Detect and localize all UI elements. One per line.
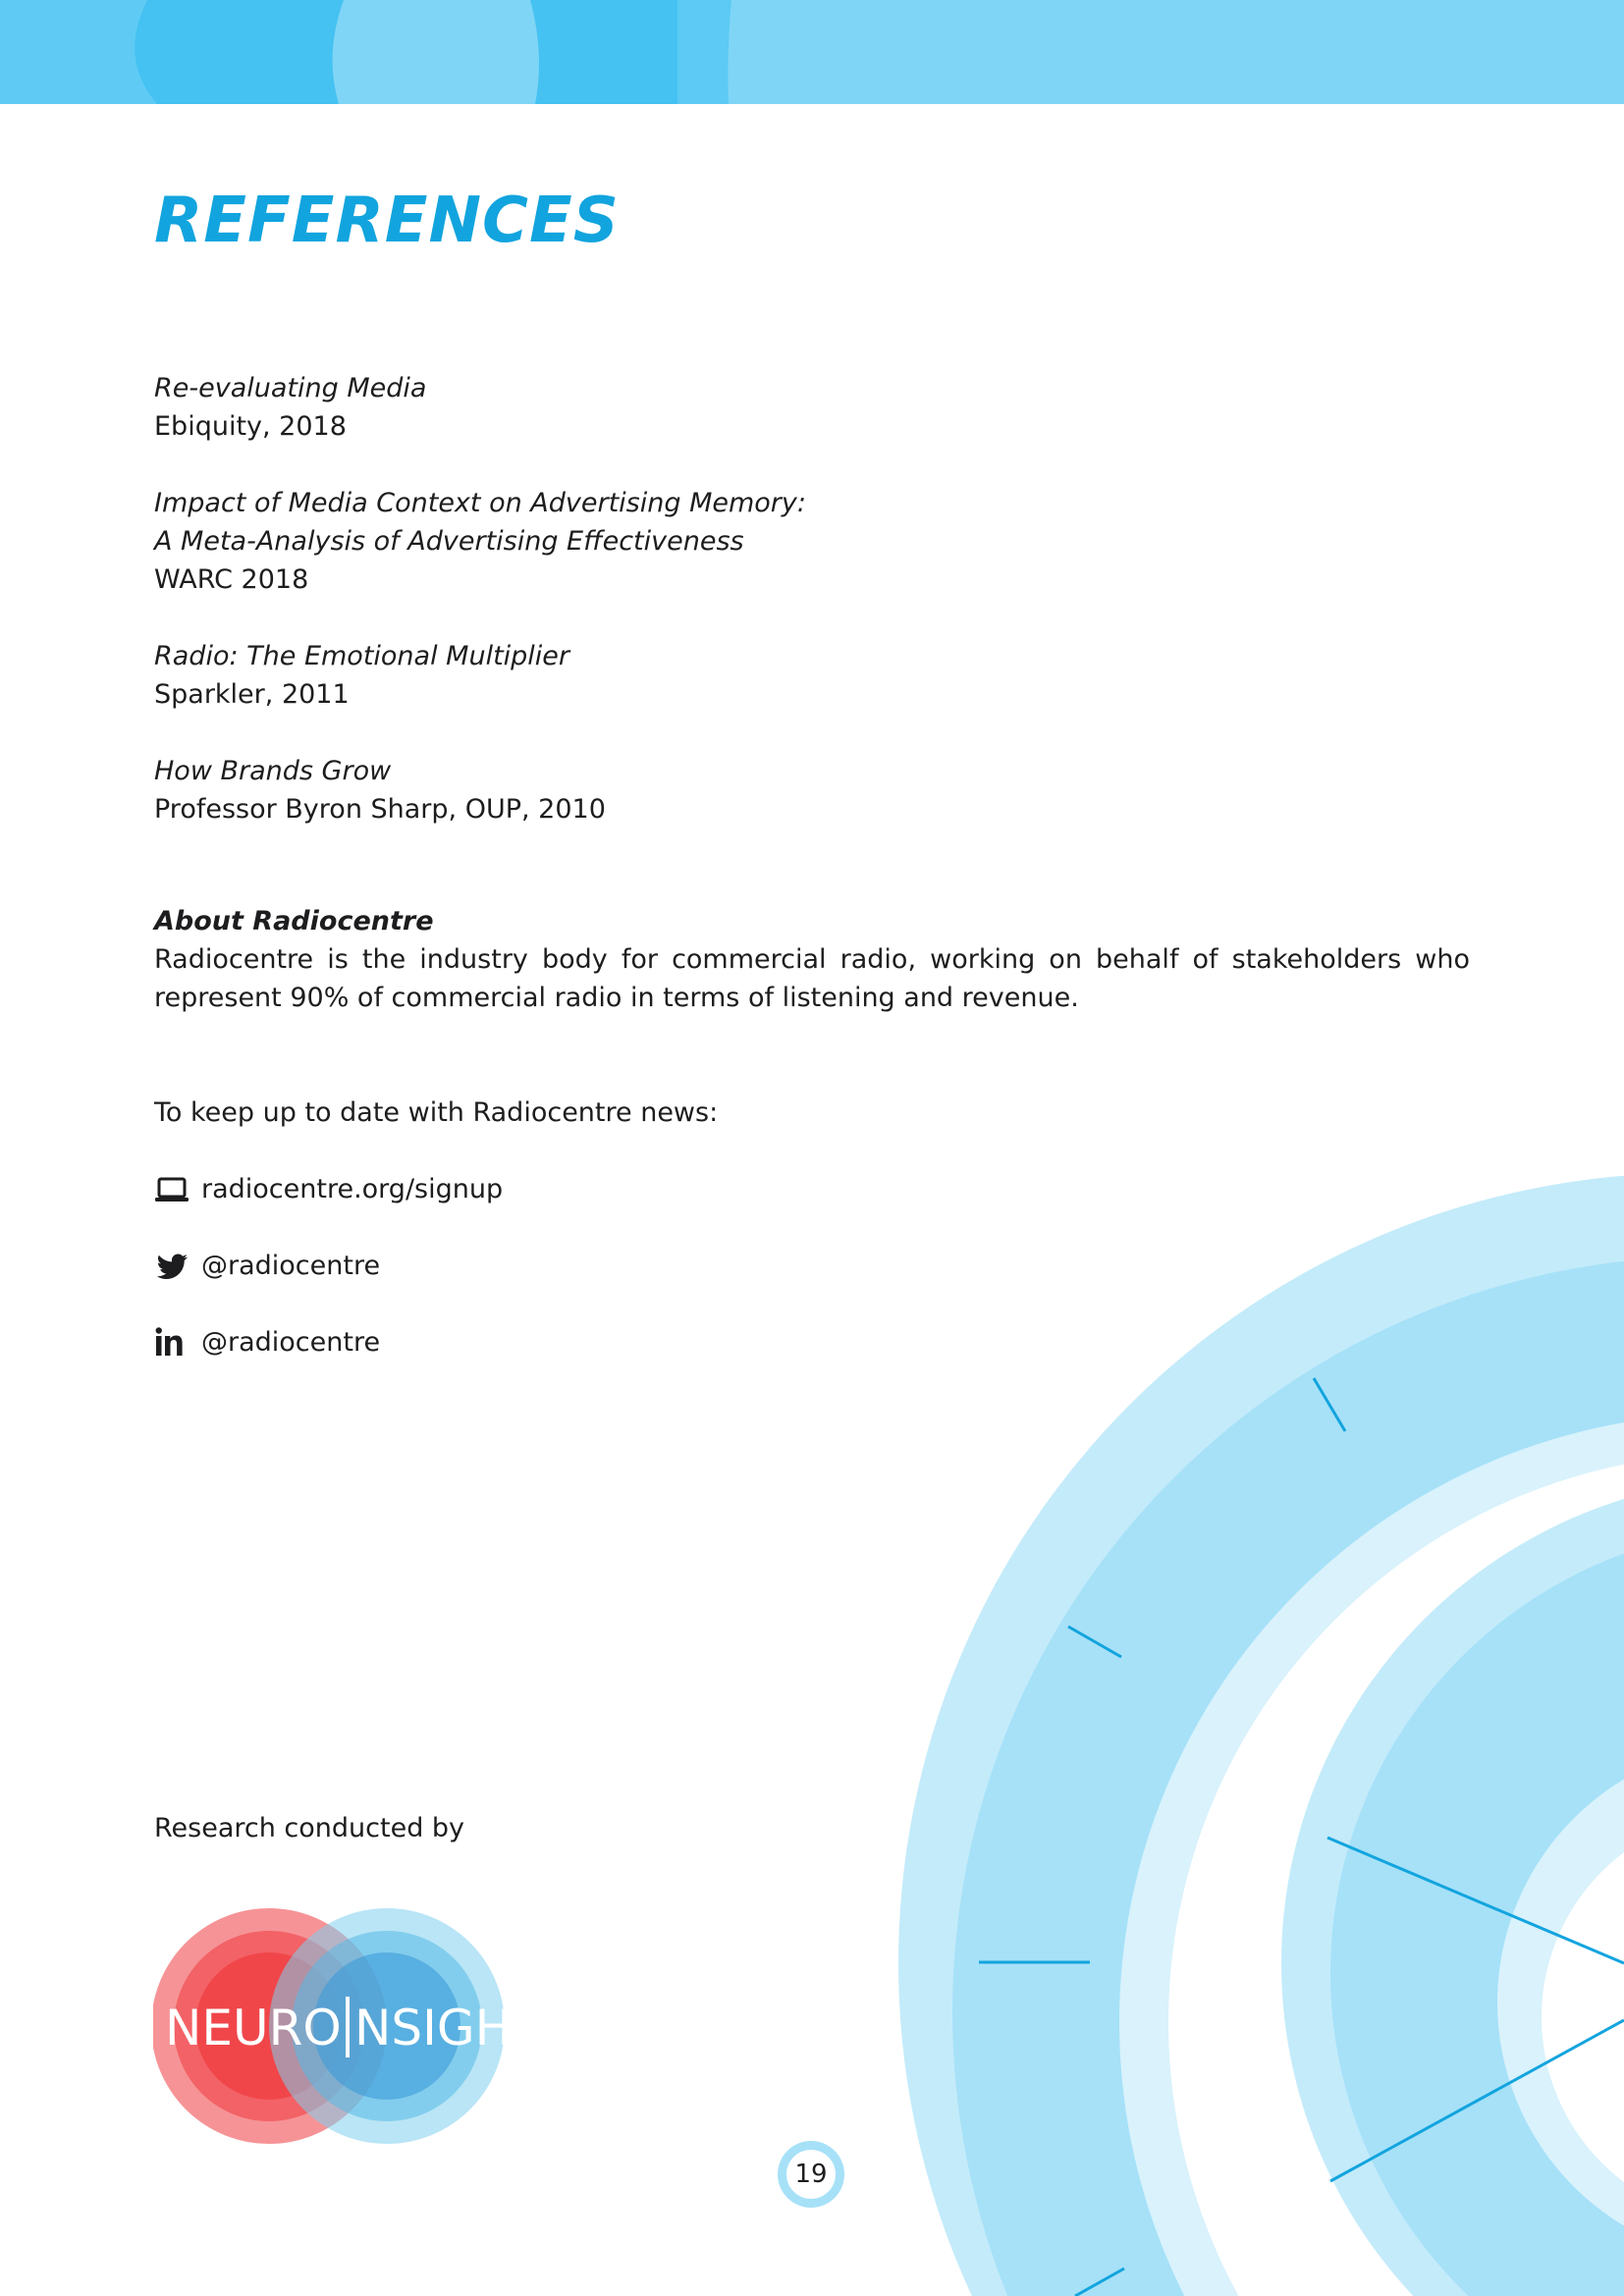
about-section [154,902,1470,1017]
contact-website-text[interactable]: radiocentre.org/signup [201,1174,504,1204]
twitter-icon [154,1249,189,1284]
linkedin-icon [154,1325,189,1361]
about-text: Radiocentre is the industry body for commercial radio, working on behalf of stakeholders who represent 90% of commercial radio in terms of listening and revenue. [154,944,1470,1013]
newsletter-intro: To keep up to date with Radiocentre news: [154,1097,719,1128]
page-title: REFERENCES [154,185,620,257]
reference-title: Re-evaluating Media [154,373,427,403]
reference-title: How Brands Grow [154,756,392,786]
page-number: 19 [786,2150,836,2199]
reference-source: Ebiquity, 2018 [154,411,347,442]
reference-item [154,637,1136,714]
reference-source: WARC 2018 [154,564,309,595]
research-label: Research conducted by [154,1813,465,1843]
laptop-icon [154,1172,189,1207]
reference-title: Radio: The Emotional Multiplier [154,641,570,671]
logo-text-right: NSIGHT [354,2000,542,2056]
contact-twitter[interactable] [154,1247,380,1285]
logo-text-left: NEURO [165,2000,342,2056]
contact-linkedin[interactable] [154,1323,380,1362]
contact-website[interactable] [154,1170,503,1208]
reference-source: Professor Byron Sharp, OUP, 2010 [154,794,606,825]
about-heading: About Radiocentre [154,906,434,936]
contact-twitter-text[interactable]: @radiocentre [201,1251,381,1281]
reference-list [154,369,1136,867]
reference-item [154,752,1136,828]
reference-title: Impact of Media Context on Advertising Memory: A Meta-Analysis of Advertising Effectiveness [154,488,806,557]
contact-linkedin-text[interactable]: @radiocentre [201,1327,381,1358]
page-number-badge [778,2141,844,2208]
neuro-insight-logo [153,1908,546,2144]
reference-item [154,484,1136,599]
reference-item [154,369,1136,446]
reference-source: Sparkler, 2011 [154,679,350,710]
